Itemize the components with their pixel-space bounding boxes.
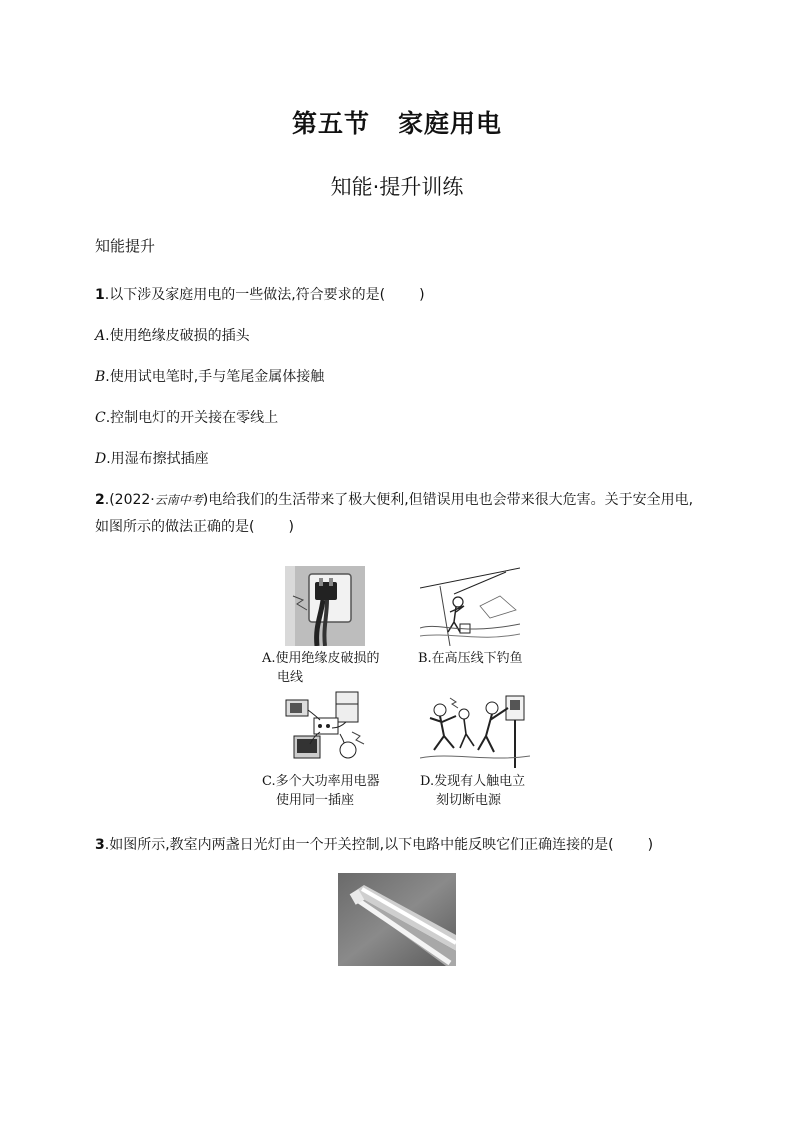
title-part-1: 第五节: [291, 109, 370, 138]
question-2-stem-line-1: [95, 490, 693, 510]
question-number: 2: [95, 492, 105, 508]
question-text: )电给我们的生活带来了极大便利,但错误用电也会带来很大危害。关于安全用电,: [202, 492, 694, 508]
figure-d-caption-line-1: D.发现有人触电立: [420, 774, 526, 789]
figure-c-caption-line-2: 使用同一插座: [276, 793, 355, 808]
question-1-stem: [95, 285, 425, 305]
source-label: 云南中考: [154, 493, 203, 507]
figure-d-cut-power: [420, 688, 530, 768]
question-1-option-a: [95, 326, 250, 346]
option-letter: C: [95, 410, 106, 426]
question-text: .以下涉及家庭用电的一些做法,符合要求的是(: [104, 287, 386, 303]
question-2-stem-line-2: [95, 517, 294, 537]
figure-b-fishing-power-line: [420, 566, 520, 646]
question-1-option-c: [95, 408, 278, 428]
paren-close: ): [288, 519, 294, 535]
question-3-stem: [95, 835, 653, 855]
question-1-option-b: [95, 367, 324, 387]
figure-c-caption-line-1: C.多个大功率用电器: [262, 774, 380, 789]
page-title: [0, 104, 794, 140]
paren-close: ): [419, 287, 425, 303]
question-number: 1: [95, 287, 105, 303]
option-letter: A: [95, 328, 106, 344]
question-number: 3: [95, 837, 105, 853]
figure-fluorescent-lamps: [338, 873, 456, 966]
paren-close: ): [647, 837, 654, 853]
option-text: .控制电灯的开关接在零线上: [105, 410, 279, 426]
figure-a-damaged-plug: [285, 566, 365, 646]
section-label: 知能提升: [95, 237, 156, 255]
option-text: .用湿布擦拭插座: [106, 451, 209, 467]
figure-b-caption: B.在高压线下钓鱼: [418, 651, 523, 666]
question-text: .如图所示,教室内两盏日光灯由一个开关控制,以下电路中能反映它们正确连接的是(: [104, 837, 614, 853]
option-text: .使用试电笔时,手与笔尾金属体接触: [105, 369, 325, 385]
figure-a-caption-line-1: A.使用绝缘皮破损的: [262, 651, 380, 666]
figure-a-caption-line-2: 电线: [277, 670, 304, 685]
option-letter: D: [95, 451, 107, 467]
question-1-option-d: [95, 449, 209, 469]
title-part-2: 家庭用电: [398, 109, 503, 138]
page-subtitle: 知能·提升训练: [330, 175, 464, 199]
option-text: .使用绝缘皮破损的插头: [105, 328, 250, 344]
source-open: .(2022·: [104, 492, 155, 508]
figure-c-overloaded-socket: [280, 688, 370, 768]
option-letter: B: [95, 369, 106, 385]
question-text: 如图所示的做法正确的是(: [95, 519, 255, 535]
figure-d-caption-line-2: 刻切断电源: [436, 793, 502, 808]
